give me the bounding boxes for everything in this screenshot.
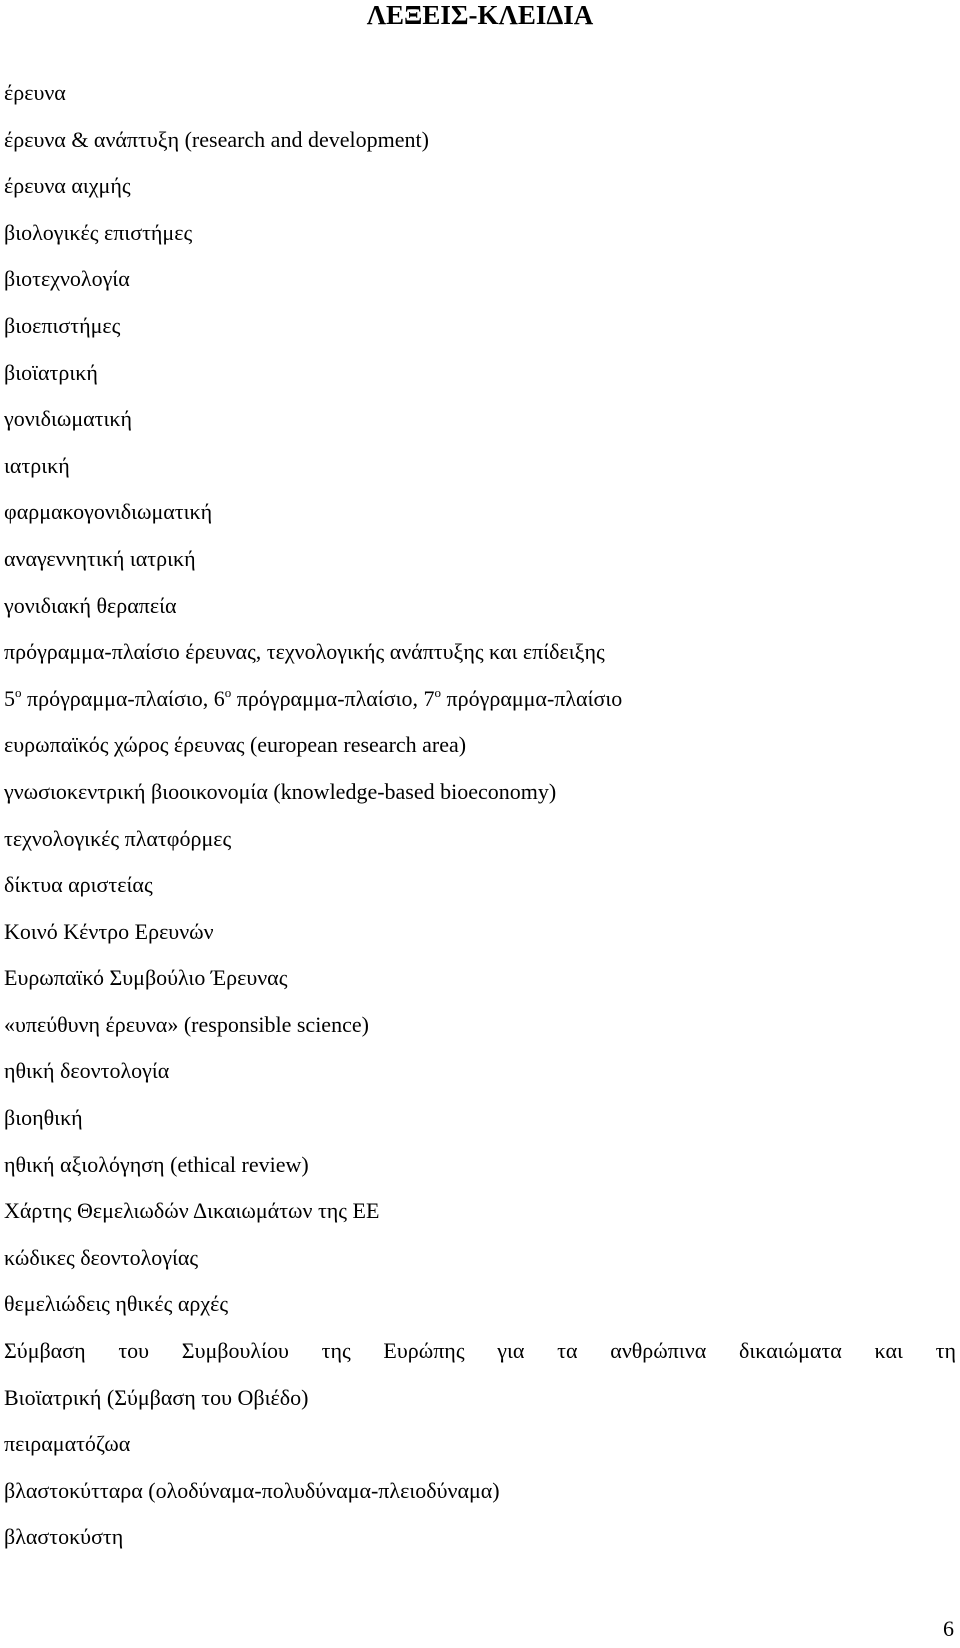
keyword-item: πειραματόζωα bbox=[4, 1431, 131, 1457]
keyword-item: γονιδιωματική bbox=[4, 406, 133, 432]
keyword-item: ιατρική bbox=[4, 452, 70, 478]
keyword-item: ηθική αξιολόγηση (ethical review) bbox=[4, 1151, 309, 1177]
keyword-item: φαρμακογονιδιωματική bbox=[4, 499, 213, 525]
keyword-item: βιοεπιστήμες bbox=[4, 312, 121, 338]
programme-number: 6 bbox=[213, 685, 225, 711]
programme-text: πρόγραμμα-πλαίσιο, bbox=[21, 685, 214, 711]
keyword-item-framework-programmes bbox=[4, 686, 956, 733]
keyword-item: τεχνολογικές πλατφόρμες bbox=[4, 825, 232, 851]
keyword-item: έρευνα bbox=[4, 80, 66, 105]
keyword-item: κώδικες δεοντολογίας bbox=[4, 1244, 199, 1270]
keyword-item: θεμελιώδεις ηθικές αρχές bbox=[4, 1291, 229, 1317]
page-title: ΛΕΞΕΙΣ-ΚΛΕΙΔΙΑ bbox=[366, 0, 594, 30]
keyword-item: έρευνα αιχμής bbox=[4, 173, 131, 199]
keyword-item: Κοινό Κέντρο Ερευνών bbox=[4, 918, 214, 944]
programme-text: πρόγραμμα-πλαίσιο, bbox=[231, 685, 424, 711]
keyword-item: δίκτυα αριστείας bbox=[4, 872, 153, 898]
page-number: 6 bbox=[943, 1616, 954, 1641]
keyword-item: βλαστοκύτταρα (ολοδύναμα-πολυδύναμα-πλειοδύναμα) bbox=[4, 1477, 500, 1503]
keyword-item: βιολογικές επιστήμες bbox=[4, 219, 193, 245]
ordinal-superscript: ο bbox=[434, 684, 442, 700]
keyword-item: ηθική δεοντολογία bbox=[4, 1058, 170, 1084]
keyword-item-convention-line2: Βιοϊατρική (Σύμβαση του Οβιέδο) bbox=[4, 1384, 309, 1410]
keyword-item: ευρωπαϊκός χώρος έρευνας (european research area) bbox=[4, 732, 467, 758]
keyword-item: Χάρτης Θεμελιωδών Δικαιωμάτων της ΕΕ bbox=[4, 1198, 380, 1224]
keyword-item: βλαστοκύστη bbox=[4, 1524, 124, 1550]
ordinal-superscript: ο bbox=[224, 684, 232, 700]
keyword-item: «υπεύθυνη έρευνα» (responsible science) bbox=[4, 1011, 369, 1037]
keyword-item: βιοηθική bbox=[4, 1105, 83, 1131]
keyword-item: γνωσιοκεντρική βιοοικονομία (knowledge-based bioeconomy) bbox=[4, 778, 557, 804]
programme-number: 7 bbox=[423, 685, 435, 711]
keyword-item-convention-line1: Σύμβαση του Συμβουλίου της Ευρώπης για τα ανθρώπινα δικαιώματα και τη bbox=[4, 1338, 956, 1364]
keyword-item: γονιδιακή θεραπεία bbox=[4, 592, 177, 618]
keyword-item: πρόγραμμα-πλαίσιο έρευνας, τεχνολογικής ανάπτυξης και επίδειξης bbox=[4, 639, 605, 665]
keyword-item: βιοϊατρική bbox=[4, 359, 98, 385]
keyword-list bbox=[4, 80, 956, 1571]
keyword-item: αναγεννητική ιατρική bbox=[4, 545, 196, 571]
programme-text: πρόγραμμα-πλαίσιο bbox=[441, 685, 623, 711]
ordinal-superscript: ο bbox=[15, 684, 22, 700]
keyword-item: Ευρωπαϊκό Συμβούλιο Έρευνας bbox=[4, 965, 288, 991]
programme-number: 5 bbox=[4, 685, 15, 711]
keyword-item: έρευνα & ανάπτυξη (research and development) bbox=[4, 126, 429, 152]
keyword-item: βιοτεχνολογία bbox=[4, 266, 130, 292]
